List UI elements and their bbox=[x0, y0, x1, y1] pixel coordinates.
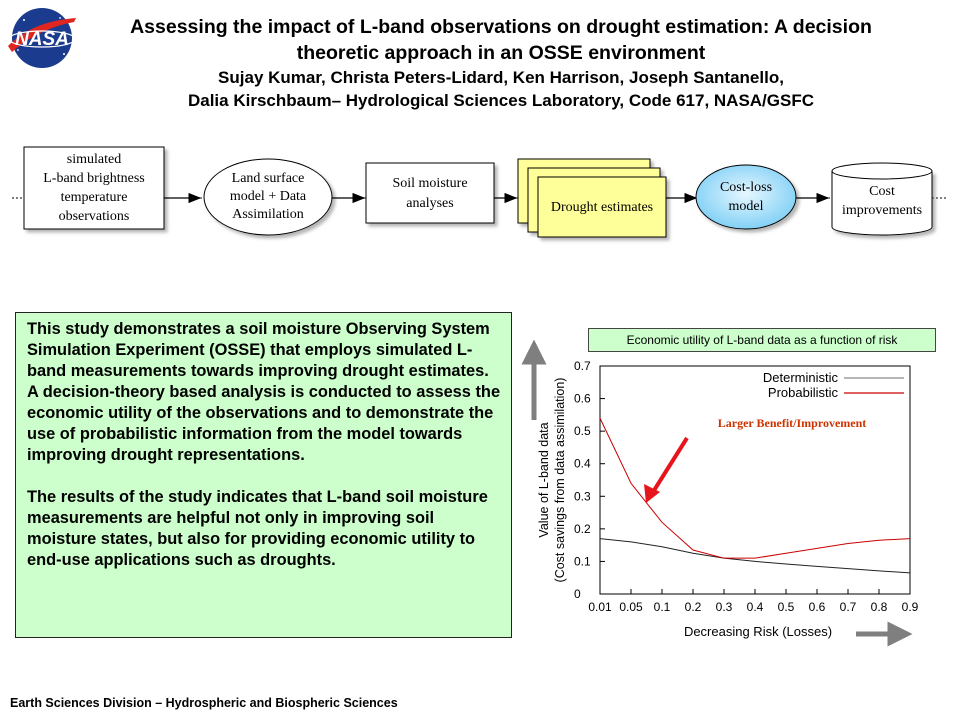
step-land-surface-model bbox=[204, 159, 332, 235]
step1-line2: L-band brightness bbox=[43, 171, 145, 186]
x-tick-label: 0.8 bbox=[870, 600, 888, 614]
y-axis-label-line2: (Cost savings from data assimilation) bbox=[553, 377, 567, 583]
authors-line-1: Sujay Kumar, Christa Peters-Lidard, Ken Harrison, Joseph Santanello, bbox=[218, 68, 784, 87]
annotation-larger-benefit: Larger Benefit/Improvement bbox=[717, 416, 867, 430]
chart-title: Economic utility of L-band data as a function of risk bbox=[588, 328, 936, 352]
step2-line3: Assimilation bbox=[232, 207, 304, 222]
step1-line3: temperature bbox=[60, 190, 128, 205]
x-tick-label: 0.1 bbox=[653, 600, 671, 614]
y-tick-label: 0.6 bbox=[574, 391, 591, 406]
step-simulated-observations bbox=[24, 147, 164, 229]
step6-line1: Cost bbox=[869, 184, 895, 199]
x-tick-label: 0.4 bbox=[746, 600, 764, 614]
step3-line1: Soil moisture bbox=[392, 176, 468, 191]
x-tick-label: 0.2 bbox=[684, 600, 702, 614]
summary-paragraph-2: The results of the study indicates that L-band soil moisture measurements are helpful not only in improving soil moisture states, but also for providing economic utility to end-use applications such as droughts. bbox=[27, 488, 488, 569]
summary-panel bbox=[15, 312, 512, 638]
title-line-1: Assessing the impact of L-band observations on drought estimation: A decision bbox=[130, 16, 872, 38]
y-tick-label: 0.7 bbox=[574, 359, 591, 373]
step4-label: Drought estimates bbox=[550, 200, 654, 215]
x-tick-label: 0.5 bbox=[777, 600, 795, 614]
step-soil-moisture-analyses bbox=[366, 163, 494, 223]
step1-line1: simulated bbox=[66, 152, 122, 167]
footer-text: Earth Sciences Division – Hydrospheric and Biospheric Sciences bbox=[10, 696, 398, 710]
legend-probabilistic-label: Probabilistic bbox=[767, 385, 838, 400]
x-tick-label: 0.01 bbox=[588, 600, 612, 614]
x-tick-label: 0.05 bbox=[619, 600, 643, 614]
y-tick-label: 0.3 bbox=[574, 489, 591, 504]
legend-deterministic-label: Deterministic bbox=[762, 370, 838, 385]
x-tick-label: 0.6 bbox=[808, 600, 826, 614]
y-tick-label: 0.4 bbox=[574, 456, 591, 471]
step6-line2: improvements bbox=[841, 203, 923, 218]
y-tick-label: 0.2 bbox=[574, 521, 591, 536]
utility-chart bbox=[500, 340, 960, 660]
y-tick-label: 0.5 bbox=[574, 424, 591, 439]
step-cost-loss-model bbox=[696, 165, 796, 229]
y-tick-label: 0.1 bbox=[574, 554, 591, 569]
nasa-logo bbox=[4, 6, 80, 70]
step2-line2: model + Data bbox=[229, 189, 307, 204]
step1-line4: observations bbox=[58, 209, 130, 224]
step5-line1: Cost-loss bbox=[719, 180, 773, 195]
process-flow-diagram bbox=[0, 135, 960, 270]
step2-line1: Land surface bbox=[231, 171, 305, 186]
x-tick-label: 0.7 bbox=[839, 600, 857, 614]
y-tick-label: 0 bbox=[574, 587, 581, 601]
step3-line2: analyses bbox=[406, 196, 454, 211]
x-tick-label: 0.3 bbox=[715, 600, 733, 614]
summary-paragraph-1: This study demonstrates a soil moisture Observing System Simulation Experiment (OSSE) that employs simulated L-band measurements towards improving drought estimates. A decision-theory based analysis is conducted to assess the economic utility of the observations and to demonstrate the use of probabilistic information from the model towards improving drought representations. bbox=[27, 320, 501, 464]
x-tick-label: 0.9 bbox=[901, 600, 919, 614]
y-axis-label-line1: Value of L-band data bbox=[537, 422, 551, 538]
step-cost-improvements bbox=[832, 163, 932, 235]
title-line-2: theoretic approach in an OSSE environment bbox=[296, 42, 706, 64]
logo-text: NASA bbox=[15, 29, 69, 50]
plot-frame bbox=[600, 366, 910, 594]
authors-line-2: Dalia Kirschbaum– Hydrological Sciences Laboratory, Code 617, NASA/GSFC bbox=[187, 91, 815, 110]
x-axis-label: Decreasing Risk (Losses) bbox=[683, 624, 833, 639]
step5-line2: model bbox=[728, 199, 764, 214]
step-drought-estimates bbox=[518, 159, 666, 237]
